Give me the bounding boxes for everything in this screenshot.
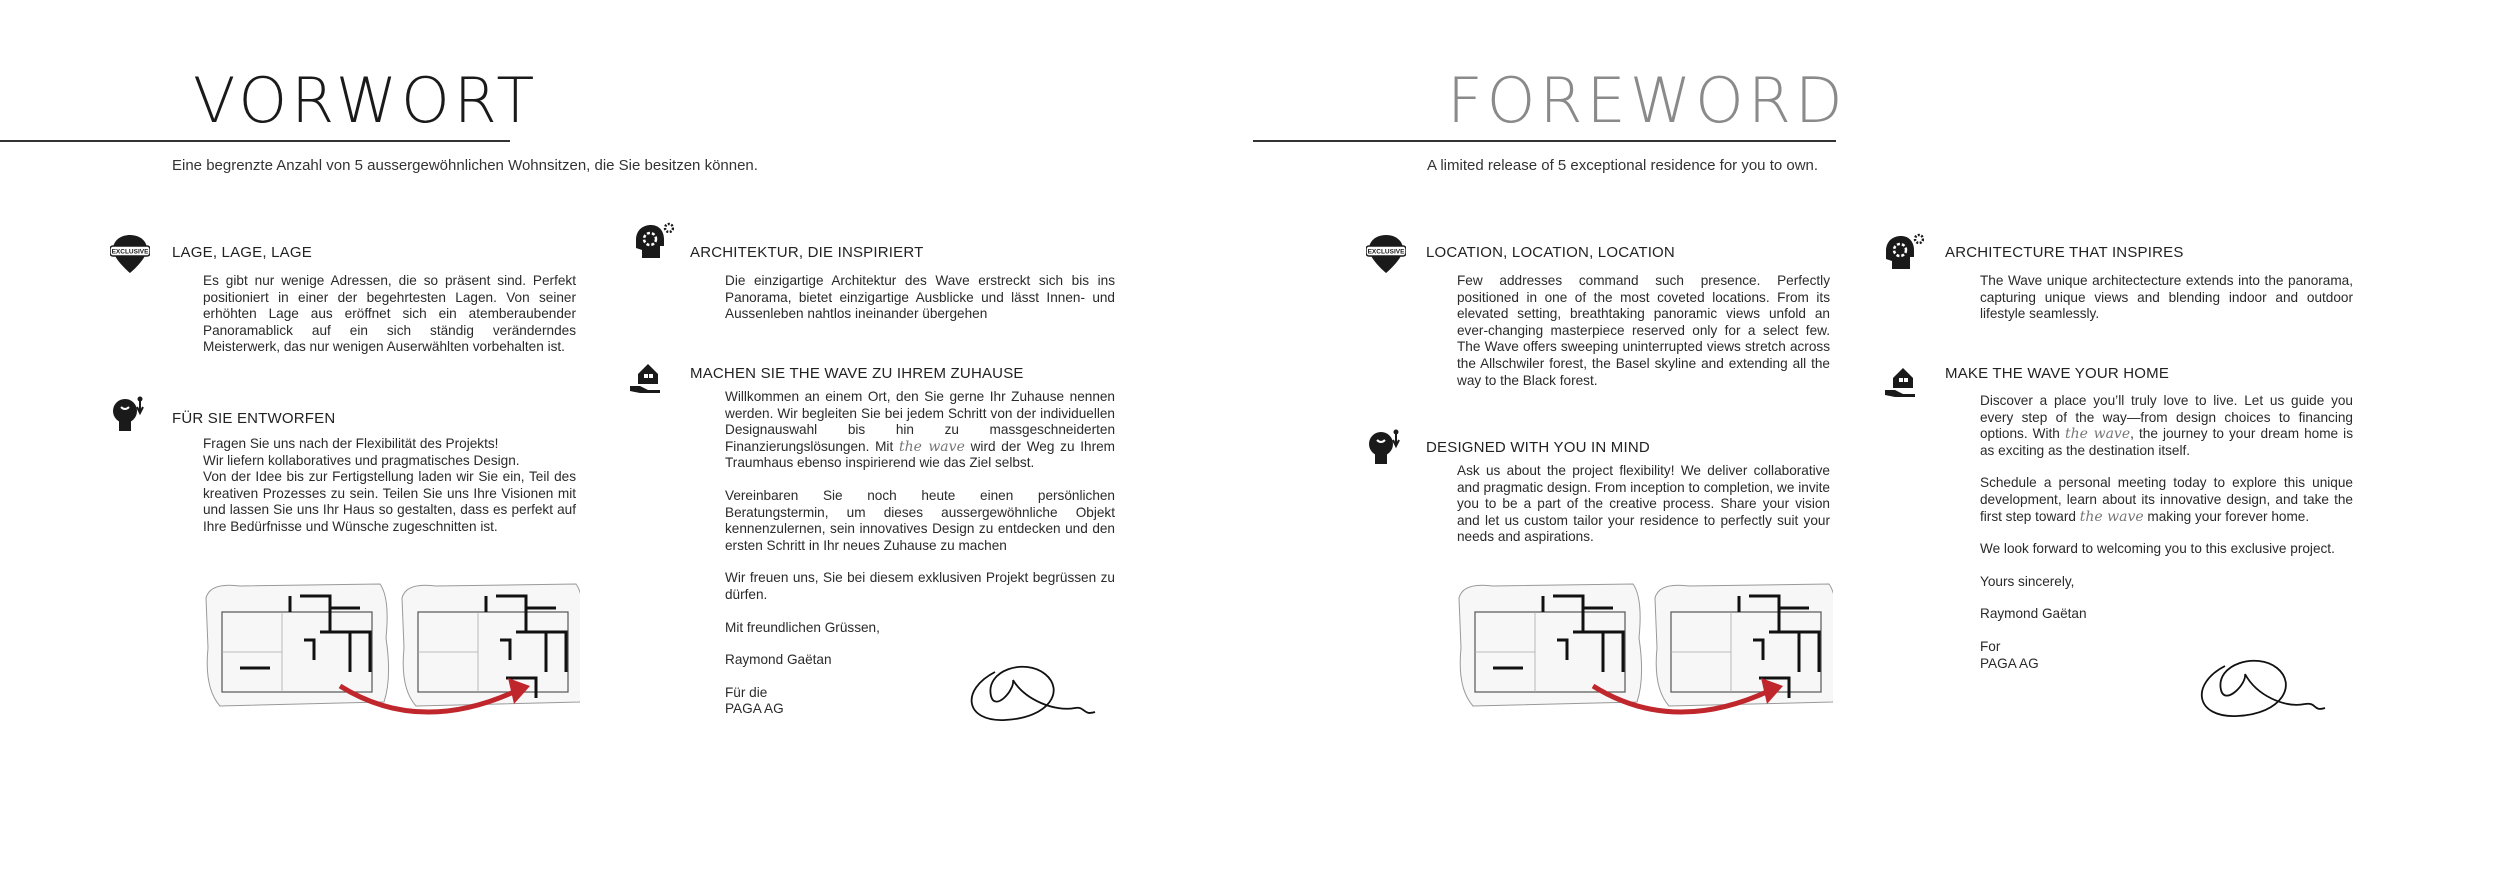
subtitle-de: Eine begrenzte Anzahl von 5 aussergewöhnlichen Wohnsitzen, die Sie besitzen können.	[172, 157, 758, 174]
floor-plan-left	[206, 584, 389, 706]
head-gear-icon	[630, 222, 674, 265]
signature-de	[955, 650, 1105, 735]
exclusive-pin-icon	[1366, 233, 1406, 280]
page-title-de: VORWORT	[193, 64, 539, 137]
brand-script-text: the wave	[898, 438, 965, 455]
section-heading-location-de: LAGE, LAGE, LAGE	[172, 244, 312, 261]
svg-text:EXCLUSIVE: EXCLUSIVE	[111, 248, 149, 256]
title-rule-de	[0, 140, 510, 142]
home-p1-text: Willkommen an einem Ort, den Sie gerne Ihr Zuhause nennen werden. Wir begleiten Sie bei jedem Schritt von der individuellen Designauswahl bis hin zu massgeschneiderten Finanzierungslösungen. Mit	[725, 389, 1115, 454]
signatory-name: Raymond Gaëtan	[725, 652, 832, 668]
section-heading-architecture-de: ARCHITEKTUR, DIE INSPIRIERT	[690, 244, 924, 261]
floor-plan-illustration-de	[200, 568, 580, 723]
section-heading-designed-en: DESIGNED WITH YOU IN MIND	[1426, 439, 1650, 456]
signature-en	[2185, 640, 2335, 735]
house-hand-icon	[628, 360, 664, 401]
architecture-text-en: The Wave unique architectecture extends into the panorama, capturing unique views and blending indoor and outdoor lifestyle seamlessly.	[1980, 273, 2353, 322]
section-heading-home-en: MAKE THE WAVE YOUR HOME	[1945, 365, 2170, 382]
home-p3-text: We look forward to welcoming you to this exclusive project.	[1980, 541, 2335, 557]
designed-text-de	[203, 436, 576, 536]
for-label: For	[1980, 638, 2001, 654]
location-text-de: Es gibt nur wenige Adressen, die so präsent sind. Perfekt positioniert in einer der begehrtesten Lagen. Von seiner erhöhten Lage aus eröffnet sich ein atemberaubender Panoramablick auf ein sich ständig veränderndes Meisterwerk, das nur wenigen Auserwählten vorbehalten ist.	[203, 273, 576, 355]
exclusive-pin-icon	[110, 233, 150, 280]
architecture-text-de: Die einzigartige Architektur des Wave erstreckt sich bis ins Panorama, bietet einzigartige Ausblicke und lässt Innen- und Aussenleben nahtlos ineinander übergehen	[725, 273, 1115, 322]
home-p2-text-end: making your forever home.	[2143, 508, 2310, 524]
home-p1-text-end: , the journey to your dream home is as exciting as the destination itself.	[1980, 426, 2353, 458]
home-text-en	[1980, 393, 2353, 672]
designer-head-icon	[110, 395, 146, 440]
brand-script-text: the wave	[2079, 508, 2144, 525]
section-heading-designed-de: FÜR SIE ENTWORFEN	[172, 410, 336, 427]
floor-plan-left	[1459, 584, 1642, 706]
signatory-name: Raymond Gaëtan	[1980, 606, 2087, 622]
section-heading-architecture-en: ARCHITECTURE THAT INSPIRES	[1945, 244, 2184, 261]
home-p3-text: Wir freuen uns, Sie bei diesem exklusiven Projekt begrüssen zu dürfen.	[725, 570, 1115, 602]
section-heading-home-de: MACHEN SIE THE WAVE ZU IHREM ZUHAUSE	[690, 365, 1024, 382]
for-label: Für die	[725, 684, 768, 700]
designed-line: Von der Idee bis zur Fertigstellung laden wir Sie ein, Teil des kreativen Prozesses zu sein. Teilen Sie uns Ihre Visionen mit und lassen Sie uns Ihr Haus so gestalten, dass es perfekt auf Ihre Bedürfnisse und Wünsche zugeschnitten ist.	[203, 469, 576, 534]
floor-plan-right	[1655, 584, 1833, 706]
page-title-en: FOREWORD	[1447, 64, 1847, 137]
company-name: PAGA AG	[1980, 655, 2039, 671]
designer-head-icon	[1366, 428, 1402, 473]
house-hand-icon	[1883, 364, 1919, 405]
home-p1-text-end: wird der Weg zu Ihrem Traumhaus ebenso inspirierend wie das Ziel selbst.	[725, 438, 1116, 471]
floor-plan-illustration-en	[1453, 568, 1833, 723]
designed-line: Wir liefern kollaboratives und pragmatisches Design.	[203, 452, 520, 468]
svg-text:EXCLUSIVE: EXCLUSIVE	[1367, 248, 1405, 256]
title-rule-en	[1253, 140, 1836, 142]
closing-text: Mit freundlichen Grüssen,	[725, 619, 880, 635]
home-p2-text: Schedule a personal meeting today to explore this unique development, learn about its innovative design, and take the first step toward	[1980, 475, 2353, 524]
home-p2-text: Vereinbaren Sie noch heute einen persönlichen Beratungstermin, um dieses aussergewöhnliche Objekt kennenzulernen, sein innovatives Design zu entdecken und den ersten Schritt in Ihr neues Zuhause zu machen	[725, 487, 1115, 553]
section-heading-location-en: LOCATION, LOCATION, LOCATION	[1426, 244, 1675, 261]
home-p1-text: Discover a place you’ll truly love to live. Let us guide you every step of the way—from design choices to financing options. With	[1980, 393, 2353, 442]
designed-text-en: Ask us about the project flexibility! We deliver collaborative and pragmatic design. From inception to completion, we invite you to be a part of the creative process. Share your vision and let us custom tailor your residence to perfectly suit your needs and aspirations.	[1457, 463, 1830, 545]
location-text-en: Few addresses command such presence. Perfectly positioned in one of the most coveted locations. From its elevated setting, breathtaking panoramic views unfold an ever-changing masterpiece reserved only for a select few. The Wave offers sweeping uninterrupted views stretch across the Allschwiler forest, the Basel skyline and extending all the way to the Black forest.	[1457, 273, 1830, 388]
closing-text: Yours sincerely,	[1980, 573, 2075, 589]
company-name: PAGA AG	[725, 701, 784, 717]
subtitle-en: A limited release of 5 exceptional residence for you to own.	[1427, 157, 1819, 174]
brand-script-text: the wave	[2064, 426, 2131, 443]
floor-plan-right	[402, 584, 580, 706]
head-gear-icon	[1880, 233, 1924, 276]
designed-line: Fragen Sie uns nach der Flexibilität des Projekts!	[203, 436, 499, 451]
